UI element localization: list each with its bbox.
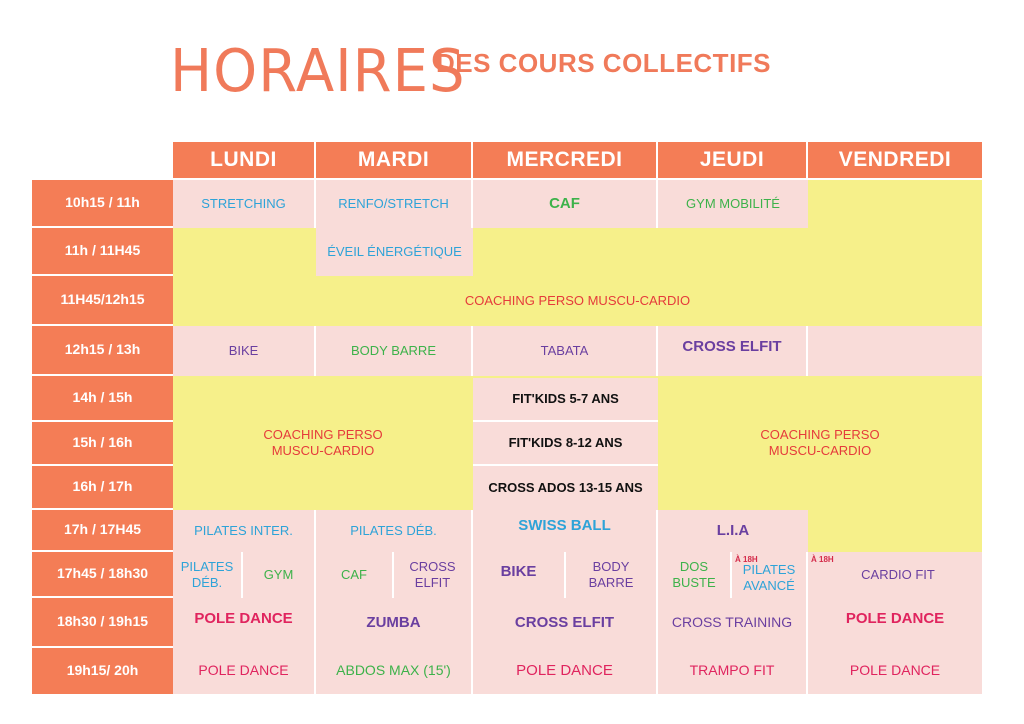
page-title: HORAIRES bbox=[170, 37, 466, 106]
day-header-mardi: MARDI bbox=[316, 142, 473, 178]
time-slot: 11h / 11H45 bbox=[32, 228, 173, 276]
class-cell: BODY BARRE bbox=[316, 326, 473, 376]
day-header-mercredi: MERCREDI bbox=[473, 142, 658, 178]
class-cell: PILATES DÉB. bbox=[316, 510, 473, 552]
class-line: DÉB. bbox=[191, 575, 223, 590]
class-cell: PILATES INTER. bbox=[173, 510, 316, 552]
class-line: BODY bbox=[592, 558, 630, 574]
class-cell: SWISS BALL bbox=[473, 510, 658, 552]
class-line: PILATES bbox=[180, 558, 234, 574]
time-slot: 15h / 16h bbox=[32, 422, 173, 466]
class-cell: CAF bbox=[316, 552, 394, 598]
time-tag: À 18H bbox=[735, 555, 758, 564]
class-cell: CROSS TRAINING bbox=[658, 598, 808, 648]
class-label: CARDIO FIT bbox=[861, 566, 935, 582]
time-tag: À 18H bbox=[811, 555, 834, 564]
time-slot: 11H45/12h15 bbox=[32, 276, 173, 326]
class-cell: GYM bbox=[243, 552, 316, 598]
free-slot-background bbox=[808, 510, 982, 552]
class-cell: ÉVEIL ÉNERGÉTIQUE bbox=[316, 228, 473, 276]
class-cell: FIT'KIDS 5-7 ANS bbox=[473, 378, 658, 422]
class-cell-empty bbox=[808, 326, 982, 376]
class-line: AVANCÉ bbox=[743, 578, 795, 593]
block-line: COACHING PERSO bbox=[263, 426, 383, 442]
class-cell: BIKE bbox=[473, 552, 566, 598]
time-slot: 14h / 15h bbox=[32, 376, 173, 422]
day-header-lundi: LUNDI bbox=[173, 142, 316, 178]
day-header-vendredi: VENDREDI bbox=[808, 142, 982, 178]
class-cell: TABATA bbox=[473, 326, 658, 376]
page-subtitle: DES COURS COLLECTIFS bbox=[436, 48, 772, 78]
class-block-coaching-jeudi-vendredi bbox=[658, 376, 982, 510]
time-slot: 16h / 17h bbox=[32, 466, 173, 510]
class-cell: L.I.A bbox=[658, 510, 808, 552]
class-line: DOS bbox=[679, 558, 709, 574]
class-cell: CAF bbox=[473, 180, 658, 228]
class-cell: ZUMBA bbox=[316, 598, 473, 648]
class-line: CROSS bbox=[409, 558, 456, 574]
block-line: MUSCU-CARDIO bbox=[768, 443, 872, 458]
class-line: ELFIT bbox=[414, 575, 451, 590]
class-cell: POLE DANCE bbox=[808, 648, 982, 694]
class-cell: RENFO/STRETCH bbox=[316, 180, 473, 228]
class-cell-coaching: COACHING PERSO MUSCU-CARDIO bbox=[464, 292, 691, 308]
class-line: BUSTE bbox=[672, 575, 716, 590]
day-header-jeudi: JEUDI bbox=[658, 142, 808, 178]
class-cell: BIKE bbox=[173, 326, 316, 376]
class-cell: POLE DANCE bbox=[473, 648, 658, 694]
time-slot: 17h / 17H45 bbox=[32, 510, 173, 552]
class-cell: POLE DANCE bbox=[173, 598, 316, 648]
time-slot: 18h30 / 19h15 bbox=[32, 598, 173, 648]
class-cell bbox=[394, 552, 473, 598]
class-block-coaching-lundi-mardi bbox=[173, 376, 473, 510]
class-cell: CROSS ELFIT bbox=[473, 598, 658, 648]
class-cell: CROSS ELFIT bbox=[658, 326, 808, 376]
time-slot: 19h15/ 20h bbox=[32, 648, 173, 694]
class-cell bbox=[808, 552, 982, 598]
time-slot: 10h15 / 11h bbox=[32, 180, 173, 228]
class-cell: CROSS ADOS 13-15 ANS bbox=[473, 466, 658, 510]
time-slot: 17h45 / 18h30 bbox=[32, 552, 173, 598]
class-cell: FIT'KIDS 8-12 ANS bbox=[473, 422, 658, 466]
block-line: MUSCU-CARDIO bbox=[271, 443, 375, 458]
block-line: COACHING PERSO bbox=[760, 426, 880, 442]
class-cell bbox=[566, 552, 658, 598]
class-cell bbox=[173, 552, 243, 598]
class-cell: STRETCHING bbox=[173, 180, 316, 228]
class-cell: TRAMPO FIT bbox=[658, 648, 808, 694]
class-cell bbox=[732, 552, 808, 598]
class-cell: POLE DANCE bbox=[173, 648, 316, 694]
time-slot: 12h15 / 13h bbox=[32, 326, 173, 376]
class-cell: ABDOS MAX (15') bbox=[316, 648, 473, 694]
class-cell: GYM MOBILITÉ bbox=[658, 180, 808, 228]
class-cell bbox=[658, 552, 732, 598]
class-line: BARRE bbox=[588, 575, 634, 590]
class-line: PILATES bbox=[742, 561, 796, 577]
class-cell: POLE DANCE bbox=[808, 598, 982, 648]
